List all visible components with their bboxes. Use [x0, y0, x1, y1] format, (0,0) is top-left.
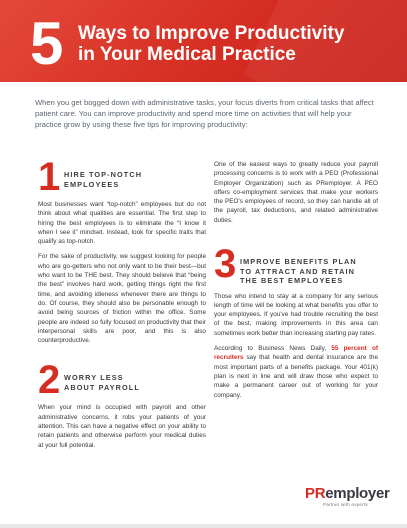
section-3-paragraph-2-after: say that health and dental insurance are the most important parts of a benefits package. Your 401(k) plan is next in line and will draw those who expect to make a permanent career out of working for your company. [214, 354, 378, 399]
logo-employer: employer [325, 485, 390, 502]
recruiters-statistic-link[interactable]: 55 percent of recruiters [214, 345, 378, 362]
left-column [38, 155, 206, 456]
section-1-title-line-2: EMPLOYEES [64, 179, 120, 189]
logo-tagline: Partner with experts [323, 502, 368, 507]
logo-wordmark [305, 485, 390, 502]
intro-paragraph: When you get bogged down with administrative tasks, your focus diverts from critical tasks that affect patient care. You can improve productivity and spend more time on activities that will help your practice grow by using these five tips for improving productivity: [35, 98, 374, 129]
title-banner [0, 0, 407, 82]
logo-pr: PR [305, 485, 326, 502]
section-1-title [64, 160, 142, 189]
section-1-number: 1 [38, 155, 61, 199]
premployer-logo [305, 485, 390, 507]
section-2-title-line-1: WORRY LESS [64, 373, 124, 383]
page-title [78, 23, 388, 65]
title-number: 5 [30, 10, 64, 77]
section-3-title-line-1: IMPROVE BENEFITS PLAN [240, 257, 357, 267]
section-2-number: 2 [38, 358, 61, 403]
section-1-paragraph-1: Most businesses want “top-notch” employees but do not think about what qualities are essential. The first step to hiring the best employees is to eliminate the “I know it when I see it” mindset. Instead, look for specific traits that qualify as top-notch. [38, 201, 206, 246]
section-1-title-line-1: HIRE TOP-NOTCH [64, 170, 143, 179]
section-2-title-line-2: ABOUT PAYROLL [64, 382, 140, 392]
section-2-paragraph-1: When your mind is occupied with payroll and other administrative concerns, it robs your patients of your attention. This can have a negative effect on your ability to retain patients and otherwise perform your medical duties at your full potential. [38, 404, 206, 449]
section-1-paragraph-2: For the sake of productivity, we suggest looking for people who are go-getters who not only want to be their best—but who want to be THE best. They should believe that “being the best” involves hard work, getting things right the first time, and avoiding idleness whenever there are things to do. Of course, they should also be personable enough to avoid being sources of friction within the office. Some people are indeed so fully focused on productivity that their interpersonal skills are poor, and this is also counterproductive. [38, 253, 206, 345]
title-line-2: in Your Medical Practice [78, 44, 296, 65]
section-3-paragraph-2 [214, 344, 378, 400]
page-bottom-edge [0, 524, 407, 528]
section-1-heading [38, 155, 206, 199]
section-3-title [240, 247, 357, 286]
right-column [214, 160, 378, 406]
section-3-title-line-3: THE BEST EMPLOYEES [240, 276, 344, 286]
section-3-paragraph-2-before: According to Business News Daily, [214, 345, 332, 353]
section-2-title [64, 363, 140, 392]
section-3-paragraph-1: Those who intend to stay at a company for any serious length of time will be looking at what benefits you offer to your employees. If you've had trouble recruiting the best of the best, making improvements in this area can sometimes work better than increasing starting pay rates. [214, 292, 378, 337]
section-3-number: 3 [214, 242, 237, 287]
section-2-heading [38, 358, 206, 403]
title-line-1: Ways to Improve Productivity [78, 23, 345, 44]
section-3-title-line-2: TO ATTRACT AND RETAIN [240, 266, 355, 276]
peo-paragraph: One of the easiest ways to greatly reduce your payroll processing concerns is to work with a PEO (Professional Employer Organization) such as PRemployer. A PEO offers co-employment services that make your workers the PEO's employees of record, so they can handle all of the payroll, tax deductions, and related administrative duties. [214, 161, 378, 224]
section-3-heading [214, 242, 378, 287]
